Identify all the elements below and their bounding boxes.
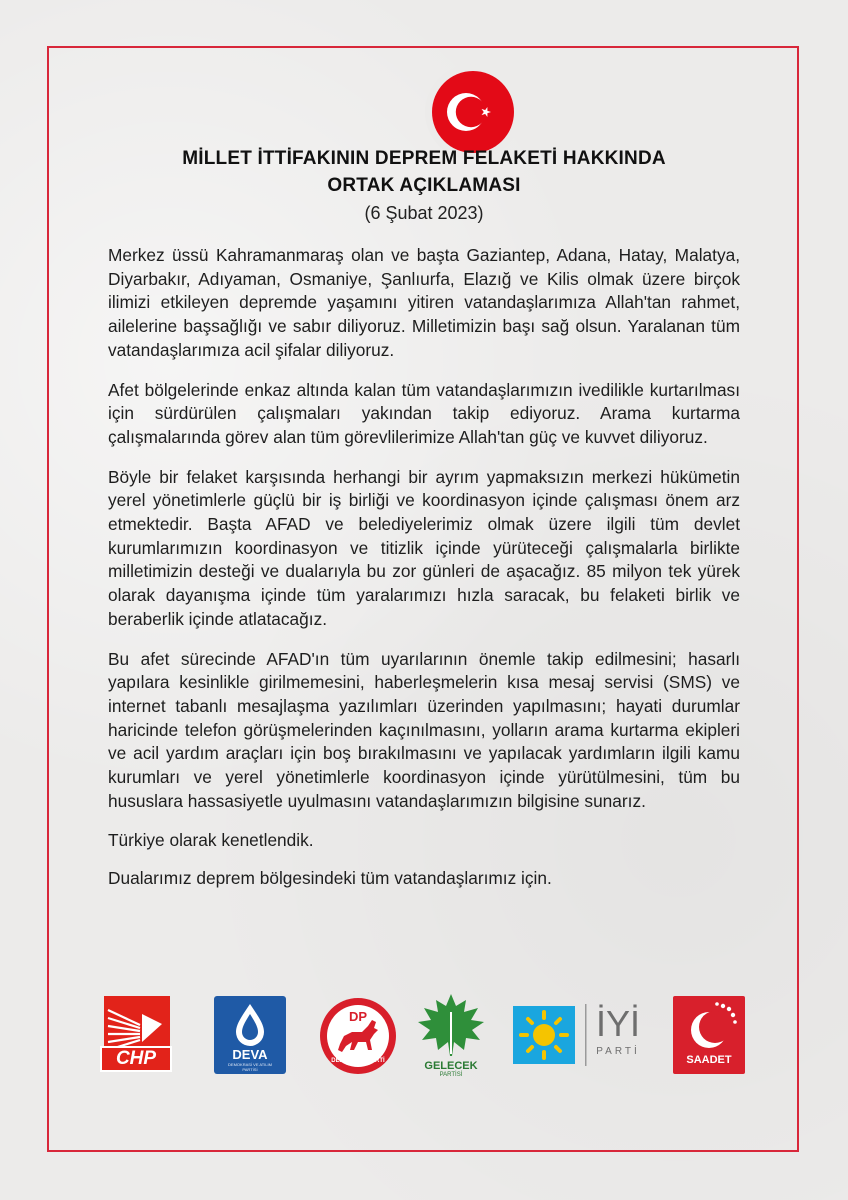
page-title-line2: ORTAK AÇIKLAMASI [327, 175, 521, 196]
dp-logo [318, 992, 398, 1083]
deva-logo-text: DEVA [232, 1047, 268, 1062]
saadet-logo [673, 992, 745, 1079]
iyi-parti-logo [513, 992, 645, 1077]
paragraph-rescue: Afet bölgelerinde enkaz altında kalan tüm vatandaşlarımızın ivedilikle kurtarılması için sürdürülen çalışmaları yakından takip ediyoruz. Arama kurtarma çalışmalarında görev alan tüm görevlilerimize Allah'tan güç ve kuvvet diliyoruz. [108, 379, 740, 447]
gelecek-logo-subtext: PARTİSİ [439, 1072, 463, 1078]
chp-logo [100, 992, 176, 1079]
paragraph-warnings: Bu afet sürecinde AFAD'ın tüm uyarılarının önemle takip edilmesini; hasarlı yapılara kesinlikle girilmemesini, haberleşmelerin kısa mesaj servisi (SMS) ve internet tabanlı mesajlaşma yazılımları üzerinden yapılmasını; hayati durumlar haricinde telefon görüşmelerinden kaçınılmasını, yolların arama kurtarma ekipleri ve acil yardım araçları için boş bırakılmasını ve yapılacak yardımların ilgili kamu kurumları ve yerel yönetimlerle koordinasyon içinde yürütülmesini, tüm bu hususlara hassasiyetle uyulmasını vatandaşlarımızın bilgisine sunarız. [108, 648, 740, 811]
gelecek-logo-text: GELECEK [424, 1060, 478, 1072]
closing-line-2: Dualarımız deprem bölgesindeki tüm vatandaşlarımız için. [108, 868, 552, 889]
dp-logo-text: DP [348, 1009, 368, 1024]
statement-body [108, 244, 740, 905]
iyi-logo-subtext: PARTİ [596, 1046, 640, 1057]
turkish-flag-emblem [425, 64, 521, 160]
statement-date: (6 Şubat 2023) [364, 203, 484, 223]
paragraph-coordination: Böyle bir felaket karşısında herhangi bir ayrım yapmaksızın merkezi hükümetin yerel yönetimlerle güçlü bir iş birliği ve koordinasyon içinde çalışması önem arz etmektedir. Başta AFAD ve belediyelerimiz olmak üzere ilgili tüm devlet kurumlarımızın koordinasyon ve titizlik içinde yürüteceği çalışmalarla birlikte milletimizin desteği ve dualarıyla bu zor günleri de aşacağız. 85 milyon tek yürek olarak dayanışma içinde tüm yaralarımızı hızla saracak, bu felaketi birlik ve beraberlik içinde atlatacağız. [108, 466, 740, 629]
saadet-logo-text: SAADET [686, 1054, 732, 1066]
deva-logo-subtext: DEMOKRASİ VE ATILIM [228, 1062, 272, 1067]
dp-logo-subtext: DEMOKRAT PARTİ [331, 1058, 385, 1064]
party-logos [100, 992, 748, 1082]
deva-logo [214, 992, 286, 1079]
gelecek-logo [416, 992, 486, 1078]
page-title-line1: MİLLET İTTİFAKININ DEPREM FELAKETİ HAKKINDA [182, 148, 666, 169]
chp-logo-text: CHP [115, 1048, 157, 1069]
crescent-star-icon [431, 70, 515, 154]
iyi-logo-text: İYİ [595, 1003, 640, 1044]
closing-line-1: Türkiye olarak kenetlendik. [108, 830, 314, 851]
deva-logo-subtext-2: PARTİSİ [242, 1067, 258, 1072]
paragraph-condolences: Merkez üssü Kahramanmaraş olan ve başta Gaziantep, Adana, Hatay, Malatya, Diyarbakır, Adıyaman, Osmaniye, Şanlıurfa, Elazığ ve Kilis olmak üzere birçok ilimizi etkileyen depremde yaşamını yitiren vatandaşlarımıza Allah'tan rahmet, ailelerine başsağlığı ve sabır diliyoruz. Milletimizin başı sağ olsun. Yaralanan tüm vatandaşlarımıza acil şifalar diliyoruz. [108, 245, 740, 360]
